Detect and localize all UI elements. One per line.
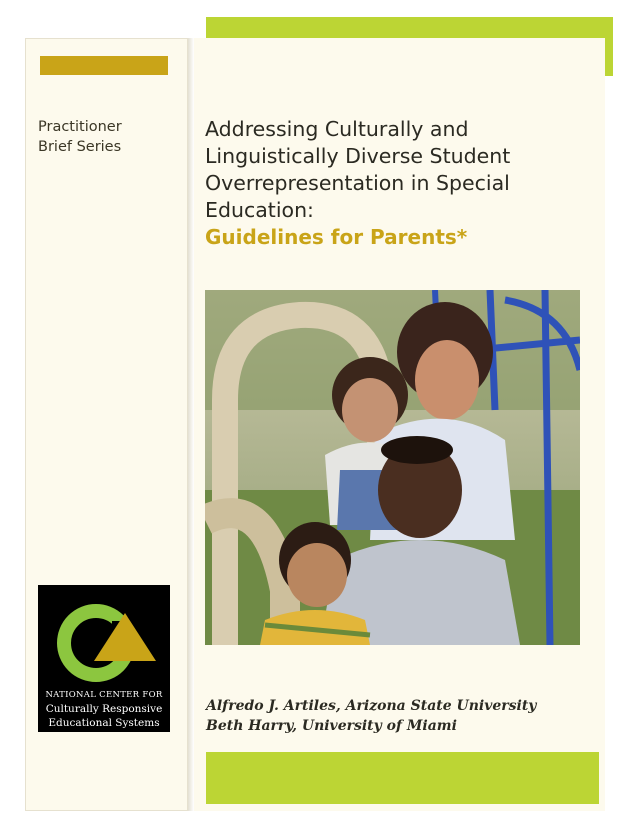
title-line: Addressing Culturally and — [205, 117, 469, 141]
family-photo-illustration — [205, 290, 580, 645]
title-line: Linguistically Diverse Student — [205, 144, 511, 168]
series-label-line: Practitioner — [38, 119, 122, 135]
logo-text-line: NATIONAL CENTER FOR — [45, 690, 163, 700]
title-line: Overrepresentation in Special — [205, 171, 510, 195]
logo-mark-icon — [38, 585, 170, 689]
document-subtitle: Guidelines for Parents* — [205, 225, 468, 249]
nccres-logo — [38, 585, 170, 732]
author-list — [206, 696, 601, 736]
series-label — [38, 117, 178, 157]
sidebar-gold-bar — [40, 56, 168, 75]
document-title — [205, 116, 600, 224]
author-line: Alfredo J. Artiles, Arizona State University — [206, 698, 537, 714]
family-photo — [205, 290, 580, 645]
title-line: Education: — [205, 198, 314, 222]
author-line: Beth Harry, University of Miami — [206, 718, 457, 734]
bottom-accent-bar — [206, 752, 599, 804]
logo-text-line: Culturally Responsive — [45, 703, 163, 715]
logo-text-line: Educational Systems — [48, 717, 160, 729]
series-label-line: Brief Series — [38, 139, 122, 155]
